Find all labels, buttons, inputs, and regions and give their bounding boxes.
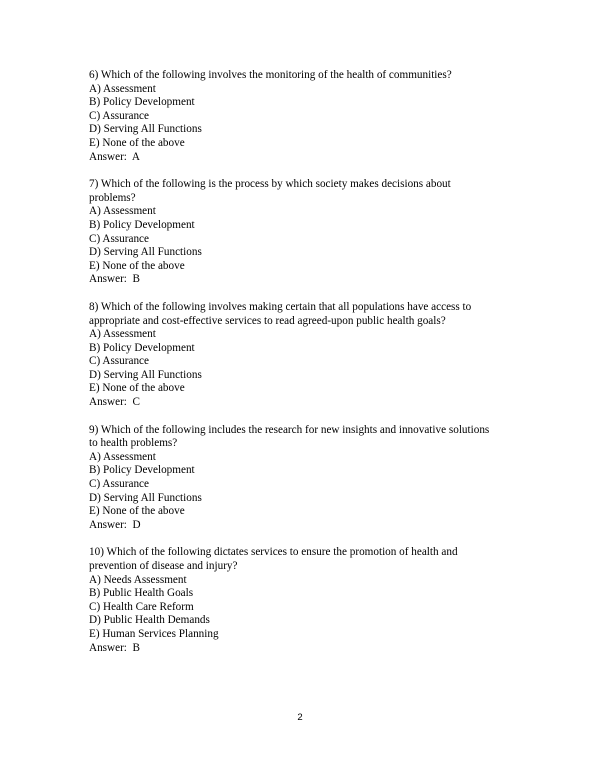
question-block [89, 424, 529, 533]
option-a: A) Needs Assessment [89, 573, 187, 586]
question-stem-line: 6) Which of the following involves the monitoring of the health of communities? [89, 69, 452, 81]
question-stem-line: prevention of disease and injury? [89, 560, 238, 572]
option-d: D) Serving All Functions [89, 368, 202, 381]
option-c: C) Health Care Reform [89, 600, 194, 613]
answer-line: Answer: B [89, 273, 140, 286]
option-e: E) None of the above [89, 136, 185, 149]
option-c: C) Assurance [89, 109, 149, 122]
option-a: A) Assessment [89, 82, 156, 95]
option-b: B) Policy Development [89, 218, 195, 231]
answer-line: Answer: B [89, 641, 140, 654]
question-block [89, 546, 529, 655]
question-list [89, 69, 529, 669]
option-b: B) Policy Development [89, 96, 195, 109]
option-c: C) Assurance [89, 478, 149, 491]
question-stem-line: appropriate and cost-effective services to read agreed-upon public health goals? [89, 314, 446, 327]
option-b: B) Policy Development [89, 341, 195, 354]
question-stem-line: 8) Which of the following involves making certain that all populations have access to [89, 300, 472, 313]
question-stem-line: to health problems? [89, 437, 178, 450]
option-a: A) Assessment [89, 205, 156, 218]
question-block [89, 301, 529, 410]
option-a: A) Assessment [89, 450, 156, 463]
question-block [89, 69, 529, 164]
option-e: E) None of the above [89, 259, 185, 272]
option-d: D) Public Health Demands [89, 614, 210, 627]
option-d: D) Serving All Functions [89, 246, 202, 259]
question-stem-line: 10) Which of the following dictates services to ensure the promotion of health and [89, 546, 458, 559]
option-e: E) None of the above [89, 382, 185, 395]
answer-line: Answer: D [89, 518, 141, 531]
option-c: C) Assurance [89, 232, 149, 245]
option-c: C) Assurance [89, 355, 149, 368]
question-block [89, 178, 529, 287]
option-e: E) None of the above [89, 505, 185, 518]
option-d: D) Serving All Functions [89, 123, 202, 136]
question-stem-line: problems? [89, 191, 136, 204]
option-a: A) Assessment [89, 328, 156, 341]
option-e: E) Human Services Planning [89, 627, 219, 640]
answer-line: Answer: A [89, 150, 140, 163]
page-number: 2 [297, 712, 303, 723]
option-d: D) Serving All Functions [89, 491, 202, 504]
option-b: B) Public Health Goals [89, 587, 194, 600]
question-stem-line: 9) Which of the following includes the research for new insights and innovative solutions [89, 423, 490, 436]
option-b: B) Policy Development [89, 464, 195, 477]
answer-line: Answer: C [89, 396, 140, 409]
question-stem-line: 7) Which of the following is the process by which society makes decisions about [89, 178, 451, 191]
